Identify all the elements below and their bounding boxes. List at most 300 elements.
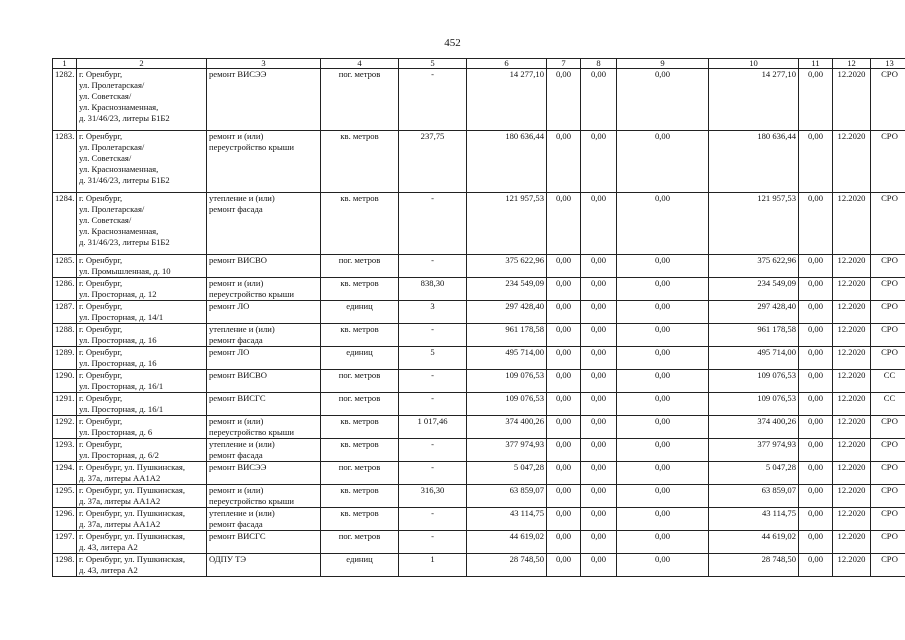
method-cell: СРО: [871, 485, 905, 508]
work-type-cell: [207, 462, 321, 485]
value-cell: 0,00: [581, 531, 617, 554]
method-cell: СРО: [871, 439, 905, 462]
value-cell: 0,00: [547, 508, 581, 531]
address-cell: [77, 69, 207, 131]
cost-total-cell: 297 428,40: [467, 301, 547, 324]
deadline-cell: 12.2020: [833, 439, 871, 462]
address-line: ул. Просторная, д. 16: [79, 358, 157, 368]
work-type-line: ремонт ЛО: [209, 301, 250, 311]
work-type-line: ремонт фасада: [209, 519, 263, 529]
work-type-cell: [207, 255, 321, 278]
address-cell: [77, 462, 207, 485]
cost-cell: 28 748,50: [709, 554, 799, 577]
column-header: 3: [207, 59, 321, 69]
row-number-cell: 1285.: [53, 255, 77, 278]
method-cell: СРО: [871, 416, 905, 439]
header-row: [53, 59, 905, 69]
value-cell: 0,00: [547, 324, 581, 347]
method-cell: СРО: [871, 508, 905, 531]
value-cell: 0,00: [799, 554, 833, 577]
address-line: г. Оренбург,: [79, 324, 123, 334]
table-row: [53, 462, 905, 485]
table-row: [53, 370, 905, 393]
value-cell: 0,00: [617, 301, 709, 324]
quantity-cell: 838,30: [399, 278, 467, 301]
cost-total-cell: 63 859,07: [467, 485, 547, 508]
value-cell: 0,00: [617, 69, 709, 131]
table-row: [53, 439, 905, 462]
value-cell: 0,00: [547, 370, 581, 393]
value-cell: 0,00: [617, 193, 709, 255]
value-cell: 0,00: [617, 531, 709, 554]
address-cell: [77, 531, 207, 554]
method-cell: СРО: [871, 278, 905, 301]
work-type-line: утепление и (или): [209, 324, 275, 334]
unit-cell: пог. метров: [321, 531, 399, 554]
value-cell: 0,00: [581, 393, 617, 416]
address-cell: [77, 255, 207, 278]
work-type-line: переустройство крыши: [209, 427, 294, 437]
cost-total-cell: 43 114,75: [467, 508, 547, 531]
table-row: [53, 131, 905, 193]
work-type-line: ремонт и (или): [209, 278, 264, 288]
value-cell: 0,00: [617, 416, 709, 439]
work-type-cell: [207, 324, 321, 347]
value-cell: 0,00: [547, 462, 581, 485]
value-cell: 0,00: [617, 554, 709, 577]
unit-cell: пог. метров: [321, 69, 399, 131]
unit-cell: кв. метров: [321, 439, 399, 462]
deadline-cell: 12.2020: [833, 462, 871, 485]
quantity-cell: 237,75: [399, 131, 467, 193]
address-line: г. Оренбург, ул. Пушкинская,: [79, 554, 186, 564]
table-row: [53, 508, 905, 531]
address-line: ул. Советская/: [79, 215, 132, 225]
value-cell: 0,00: [581, 416, 617, 439]
work-type-cell: [207, 131, 321, 193]
address-line: г. Оренбург,: [79, 370, 123, 380]
value-cell: 0,00: [799, 462, 833, 485]
method-cell: СРО: [871, 462, 905, 485]
value-cell: 0,00: [799, 370, 833, 393]
address-cell: [77, 301, 207, 324]
deadline-cell: 12.2020: [833, 347, 871, 370]
cost-cell: 234 549,09: [709, 278, 799, 301]
work-type-line: ремонт ВИСЭЭ: [209, 462, 267, 472]
quantity-cell: -: [399, 531, 467, 554]
unit-cell: кв. метров: [321, 508, 399, 531]
cost-total-cell: 495 714,00: [467, 347, 547, 370]
address-line: г. Оренбург, ул. Пушкинская,: [79, 531, 186, 541]
address-line: ул. Краснознаменная,: [79, 102, 159, 112]
work-type-cell: [207, 370, 321, 393]
address-cell: [77, 554, 207, 577]
address-line: ул. Просторная, д. 14/1: [79, 312, 164, 322]
value-cell: 0,00: [547, 347, 581, 370]
work-type-line: ремонт фасада: [209, 450, 263, 460]
address-cell: [77, 131, 207, 193]
table-row: [53, 301, 905, 324]
work-type-line: ремонт ЛО: [209, 347, 250, 357]
address-line: г. Оренбург, ул. Пушкинская,: [79, 462, 186, 472]
value-cell: 0,00: [581, 301, 617, 324]
address-line: д. 37а, литеры АА1А2: [79, 473, 161, 483]
address-line: ул. Промышленная, д. 10: [79, 266, 171, 276]
column-header: 13: [871, 59, 905, 69]
cost-total-cell: 234 549,09: [467, 278, 547, 301]
value-cell: 0,00: [799, 193, 833, 255]
quantity-cell: -: [399, 462, 467, 485]
table-row: [53, 393, 905, 416]
address-line: г. Оренбург,: [79, 131, 123, 141]
quantity-cell: -: [399, 508, 467, 531]
work-type-line: переустройство крыши: [209, 289, 294, 299]
deadline-cell: 12.2020: [833, 324, 871, 347]
deadline-cell: 12.2020: [833, 255, 871, 278]
quantity-cell: -: [399, 69, 467, 131]
work-type-line: ремонт ВИСГС: [209, 393, 266, 403]
value-cell: 0,00: [799, 439, 833, 462]
address-line: д. 43, литера А2: [79, 565, 138, 575]
address-line: ул. Просторная, д. 6/2: [79, 450, 159, 460]
address-line: ул. Просторная, д. 16: [79, 335, 157, 345]
row-number-cell: 1294.: [53, 462, 77, 485]
deadline-cell: 12.2020: [833, 131, 871, 193]
cost-total-cell: 44 619,02: [467, 531, 547, 554]
row-number-cell: 1286.: [53, 278, 77, 301]
table-row: [53, 485, 905, 508]
column-header: 11: [799, 59, 833, 69]
work-type-line: ремонт ВИСЭЭ: [209, 69, 267, 79]
value-cell: 0,00: [617, 324, 709, 347]
cost-total-cell: 14 277,10: [467, 69, 547, 131]
cost-cell: 5 047,28: [709, 462, 799, 485]
page-number: 452: [444, 37, 461, 49]
value-cell: 0,00: [617, 393, 709, 416]
deadline-cell: 12.2020: [833, 554, 871, 577]
address-line: г. Оренбург,: [79, 278, 123, 288]
quantity-cell: -: [399, 393, 467, 416]
cost-total-cell: 374 400,26: [467, 416, 547, 439]
column-header: 9: [617, 59, 709, 69]
unit-cell: кв. метров: [321, 193, 399, 255]
cost-cell: 961 178,58: [709, 324, 799, 347]
deadline-cell: 12.2020: [833, 393, 871, 416]
work-type-cell: [207, 508, 321, 531]
row-number-cell: 1287.: [53, 301, 77, 324]
unit-cell: кв. метров: [321, 131, 399, 193]
work-type-cell: [207, 554, 321, 577]
quantity-cell: -: [399, 193, 467, 255]
work-type-cell: [207, 278, 321, 301]
address-line: ул. Краснознаменная,: [79, 164, 159, 174]
address-line: г. Оренбург,: [79, 69, 123, 79]
deadline-cell: 12.2020: [833, 193, 871, 255]
value-cell: 0,00: [581, 485, 617, 508]
address-cell: [77, 370, 207, 393]
cost-cell: 44 619,02: [709, 531, 799, 554]
unit-cell: пог. метров: [321, 462, 399, 485]
work-type-line: ремонт и (или): [209, 131, 264, 141]
value-cell: 0,00: [581, 193, 617, 255]
cost-total-cell: 377 974,93: [467, 439, 547, 462]
table-row: [53, 193, 905, 255]
cost-cell: 109 076,53: [709, 370, 799, 393]
address-cell: [77, 485, 207, 508]
unit-cell: единиц: [321, 301, 399, 324]
value-cell: 0,00: [799, 278, 833, 301]
method-cell: СРО: [871, 131, 905, 193]
address-line: г. Оренбург,: [79, 255, 123, 265]
work-type-line: ОДПУ ТЭ: [209, 554, 247, 564]
address-line: д. 37а, литеры АА1А2: [79, 496, 161, 506]
row-number-cell: 1284.: [53, 193, 77, 255]
value-cell: 0,00: [547, 301, 581, 324]
value-cell: 0,00: [799, 508, 833, 531]
value-cell: 0,00: [581, 131, 617, 193]
value-cell: 0,00: [547, 131, 581, 193]
method-cell: СРО: [871, 193, 905, 255]
method-cell: СРО: [871, 531, 905, 554]
value-cell: 0,00: [799, 531, 833, 554]
cost-cell: 377 974,93: [709, 439, 799, 462]
value-cell: 0,00: [547, 416, 581, 439]
quantity-cell: -: [399, 370, 467, 393]
address-cell: [77, 439, 207, 462]
cost-total-cell: 109 076,53: [467, 370, 547, 393]
value-cell: 0,00: [617, 439, 709, 462]
value-cell: 0,00: [581, 439, 617, 462]
method-cell: СРО: [871, 324, 905, 347]
cost-total-cell: 961 178,58: [467, 324, 547, 347]
work-type-cell: [207, 416, 321, 439]
table-row: [53, 278, 905, 301]
value-cell: 0,00: [799, 301, 833, 324]
value-cell: 0,00: [581, 278, 617, 301]
address-line: ул. Пролетарская/: [79, 80, 145, 90]
address-line: ул. Советская/: [79, 153, 132, 163]
quantity-cell: 5: [399, 347, 467, 370]
row-number-cell: 1288.: [53, 324, 77, 347]
quantity-cell: -: [399, 324, 467, 347]
unit-cell: пог. метров: [321, 370, 399, 393]
cost-cell: 43 114,75: [709, 508, 799, 531]
work-type-line: переустройство крыши: [209, 496, 294, 506]
method-cell: СС: [871, 393, 905, 416]
row-number-cell: 1295.: [53, 485, 77, 508]
cost-cell: 63 859,07: [709, 485, 799, 508]
table-row: [53, 255, 905, 278]
work-type-cell: [207, 439, 321, 462]
address-line: г. Оренбург, ул. Пушкинская,: [79, 485, 186, 495]
quantity-cell: 3: [399, 301, 467, 324]
work-type-line: переустройство крыши: [209, 142, 294, 152]
value-cell: 0,00: [799, 69, 833, 131]
address-line: г. Оренбург,: [79, 301, 123, 311]
row-number-cell: 1282.: [53, 69, 77, 131]
address-cell: [77, 508, 207, 531]
column-header: 7: [547, 59, 581, 69]
address-cell: [77, 393, 207, 416]
column-header: 6: [467, 59, 547, 69]
deadline-cell: 12.2020: [833, 531, 871, 554]
address-cell: [77, 324, 207, 347]
unit-cell: кв. метров: [321, 278, 399, 301]
value-cell: 0,00: [547, 255, 581, 278]
table-row: [53, 324, 905, 347]
address-line: ул. Просторная, д. 12: [79, 289, 157, 299]
value-cell: 0,00: [581, 324, 617, 347]
unit-cell: пог. метров: [321, 393, 399, 416]
method-cell: СС: [871, 370, 905, 393]
row-number-cell: 1297.: [53, 531, 77, 554]
address-line: ул. Просторная, д. 16/1: [79, 381, 164, 391]
cost-cell: 495 714,00: [709, 347, 799, 370]
value-cell: 0,00: [547, 485, 581, 508]
address-line: г. Оренбург, ул. Пушкинская,: [79, 508, 186, 518]
deadline-cell: 12.2020: [833, 416, 871, 439]
address-cell: [77, 416, 207, 439]
quantity-cell: -: [399, 255, 467, 278]
works-table: [52, 58, 905, 577]
row-number-cell: 1296.: [53, 508, 77, 531]
value-cell: 0,00: [547, 393, 581, 416]
address-line: г. Оренбург,: [79, 416, 123, 426]
address-line: д. 43, литера А2: [79, 542, 138, 552]
work-type-cell: [207, 193, 321, 255]
value-cell: 0,00: [547, 554, 581, 577]
column-header: 1: [53, 59, 77, 69]
address-line: ул. Советская/: [79, 91, 132, 101]
work-type-cell: [207, 301, 321, 324]
method-cell: СРО: [871, 347, 905, 370]
value-cell: 0,00: [617, 347, 709, 370]
value-cell: 0,00: [581, 255, 617, 278]
value-cell: 0,00: [799, 131, 833, 193]
cost-cell: 375 622,96: [709, 255, 799, 278]
table-row: [53, 416, 905, 439]
row-number-cell: 1283.: [53, 131, 77, 193]
work-type-cell: [207, 393, 321, 416]
table-row: [53, 69, 905, 131]
deadline-cell: 12.2020: [833, 508, 871, 531]
value-cell: 0,00: [581, 508, 617, 531]
value-cell: 0,00: [799, 393, 833, 416]
value-cell: 0,00: [547, 278, 581, 301]
cost-cell: 297 428,40: [709, 301, 799, 324]
address-cell: [77, 347, 207, 370]
quantity-cell: 316,30: [399, 485, 467, 508]
cost-total-cell: 5 047,28: [467, 462, 547, 485]
value-cell: 0,00: [617, 462, 709, 485]
work-type-line: утепление и (или): [209, 439, 275, 449]
cost-total-cell: 121 957,53: [467, 193, 547, 255]
work-type-line: ремонт ВИСГС: [209, 531, 266, 541]
value-cell: 0,00: [547, 193, 581, 255]
address-line: г. Оренбург,: [79, 439, 123, 449]
table-row: [53, 531, 905, 554]
address-line: д. 31/46/23, литеры Б1Б2: [79, 237, 170, 247]
address-line: д. 31/46/23, литеры Б1Б2: [79, 175, 170, 185]
address-cell: [77, 193, 207, 255]
address-line: г. Оренбург,: [79, 393, 123, 403]
unit-cell: единиц: [321, 554, 399, 577]
address-cell: [77, 278, 207, 301]
work-type-line: ремонт и (или): [209, 485, 264, 495]
work-type-line: утепление и (или): [209, 193, 275, 203]
column-header: 12: [833, 59, 871, 69]
cost-cell: 180 636,44: [709, 131, 799, 193]
deadline-cell: 12.2020: [833, 485, 871, 508]
work-type-cell: [207, 485, 321, 508]
address-line: ул. Просторная, д. 6: [79, 427, 153, 437]
row-number-cell: 1298.: [53, 554, 77, 577]
row-number-cell: 1289.: [53, 347, 77, 370]
work-type-cell: [207, 347, 321, 370]
address-line: д. 31/46/23, литеры Б1Б2: [79, 113, 170, 123]
value-cell: 0,00: [581, 69, 617, 131]
row-number-cell: 1292.: [53, 416, 77, 439]
value-cell: 0,00: [799, 416, 833, 439]
value-cell: 0,00: [617, 508, 709, 531]
table-body: [53, 69, 905, 577]
method-cell: СРО: [871, 301, 905, 324]
work-type-line: ремонт фасада: [209, 335, 263, 345]
work-type-line: утепление и (или): [209, 508, 275, 518]
cost-total-cell: 28 748,50: [467, 554, 547, 577]
method-cell: СРО: [871, 255, 905, 278]
value-cell: 0,00: [581, 554, 617, 577]
value-cell: 0,00: [617, 255, 709, 278]
table-row: [53, 554, 905, 577]
value-cell: 0,00: [799, 347, 833, 370]
method-cell: СРО: [871, 554, 905, 577]
cost-cell: 374 400,26: [709, 416, 799, 439]
work-type-line: ремонт ВИСВО: [209, 255, 267, 265]
column-header: 2: [77, 59, 207, 69]
value-cell: 0,00: [617, 278, 709, 301]
value-cell: 0,00: [799, 324, 833, 347]
unit-cell: кв. метров: [321, 416, 399, 439]
address-line: г. Оренбург,: [79, 193, 123, 203]
value-cell: 0,00: [617, 370, 709, 393]
value-cell: 0,00: [799, 255, 833, 278]
deadline-cell: 12.2020: [833, 278, 871, 301]
table-row: [53, 347, 905, 370]
address-line: ул. Пролетарская/: [79, 204, 145, 214]
address-line: д. 37а, литеры АА1А2: [79, 519, 161, 529]
cost-total-cell: 180 636,44: [467, 131, 547, 193]
value-cell: 0,00: [799, 485, 833, 508]
work-type-line: ремонт и (или): [209, 416, 264, 426]
column-header: 10: [709, 59, 799, 69]
quantity-cell: -: [399, 439, 467, 462]
address-line: ул. Пролетарская/: [79, 142, 145, 152]
value-cell: 0,00: [547, 531, 581, 554]
work-type-cell: [207, 531, 321, 554]
quantity-cell: 1: [399, 554, 467, 577]
deadline-cell: 12.2020: [833, 301, 871, 324]
quantity-cell: 1 017,46: [399, 416, 467, 439]
work-type-line: ремонт ВИСВО: [209, 370, 267, 380]
column-header: 4: [321, 59, 399, 69]
value-cell: 0,00: [581, 370, 617, 393]
column-header: 8: [581, 59, 617, 69]
work-type-cell: [207, 69, 321, 131]
deadline-cell: 12.2020: [833, 69, 871, 131]
value-cell: 0,00: [547, 69, 581, 131]
unit-cell: единиц: [321, 347, 399, 370]
